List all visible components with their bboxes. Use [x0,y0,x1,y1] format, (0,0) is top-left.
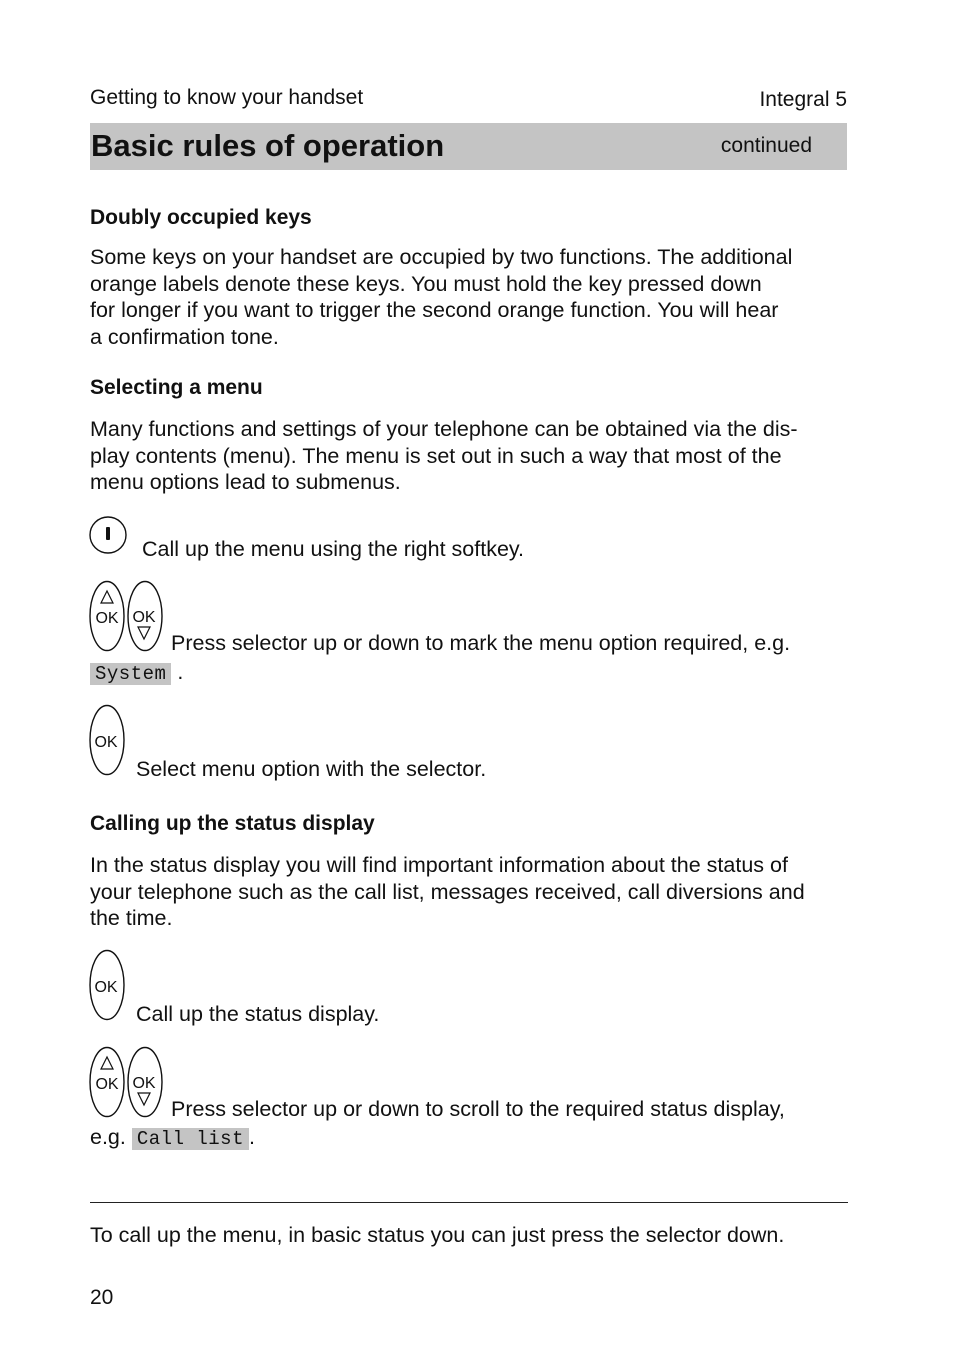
selector-down-key-icon [127,580,163,652]
paragraph-line: Some keys on your handset are occupied by two functions. The additional [90,245,793,269]
step-scroll-menu-example [90,660,183,685]
selector-ok-key-icon [89,949,125,1021]
paragraph-line: for longer if you want to trigger the second orange function. You will hear [90,298,779,322]
section-heading-calling-up-status-display: Calling up the status display [90,812,375,835]
continued-label: continued [720,134,812,157]
display-text-call-list: Call list [132,1128,249,1150]
title-bar [90,123,847,170]
paragraph-line: In the status display you will find important information about the status of [90,853,788,877]
step-select-text: Select menu option with the selector. [136,757,487,781]
section-heading-doubly-occupied-keys: Doubly occupied keys [90,206,312,229]
step-scroll-status-text: Press selector up or down to scroll to the required status display, [171,1097,785,1121]
step-softkey-text: Call up the menu using the right softkey. [142,537,525,561]
selector-ok-key-icon [89,704,125,776]
selector-down-key-icon [127,1046,163,1118]
step-scroll-status-prefix: e.g. [90,1125,126,1149]
page-number: 20 [90,1286,114,1309]
paragraph-line: orange labels denote these keys. You must hold the key pressed down [90,271,762,296]
selector-up-key-icon [89,580,125,652]
footnote-divider [90,1202,848,1203]
paragraph-line: menu options lead to submenus. [90,470,401,494]
paragraph-doubly-occupied-keys [90,244,850,350]
step-scroll-menu-suffix: . [177,660,184,684]
svg-text:OK: OK [94,734,118,751]
svg-text:OK: OK [95,610,119,627]
selector-up-key-icon [89,1046,125,1118]
right-softkey-icon [89,516,129,556]
display-text-system: System [90,663,171,685]
section-heading-selecting-a-menu: Selecting a menu [90,376,263,399]
svg-text:OK: OK [132,1075,156,1092]
svg-text:OK: OK [94,979,118,996]
svg-text:OK: OK [132,609,156,626]
paragraph-selecting-a-menu [90,416,850,496]
step-scroll-status-suffix: . [248,1125,255,1149]
footnote-text: To call up the menu, in basic status you can just press the selector down. [90,1223,785,1247]
paragraph-status-display [90,852,850,932]
paragraph-line: the time. [90,906,173,930]
paragraph-line: your telephone such as the call list, messages received, call diversions and [90,879,805,904]
running-header-section: Getting to know your handset [90,86,364,109]
step-scroll-status-example [90,1125,255,1150]
step-scroll-menu-text: Press selector up or down to mark the menu option required, e.g. [171,631,791,655]
paragraph-line: play contents (menu). The menu is set out in such a way that most of the [90,443,782,468]
running-header-product: Integral 5 [759,88,847,111]
svg-text:OK: OK [95,1076,119,1093]
step-status-text: Call up the status display. [136,1002,380,1026]
paragraph-line: a confirmation tone. [90,324,279,349]
page-title: Basic rules of operation [91,128,445,163]
paragraph-line: Many functions and settings of your telephone can be obtained via the dis- [90,417,798,441]
